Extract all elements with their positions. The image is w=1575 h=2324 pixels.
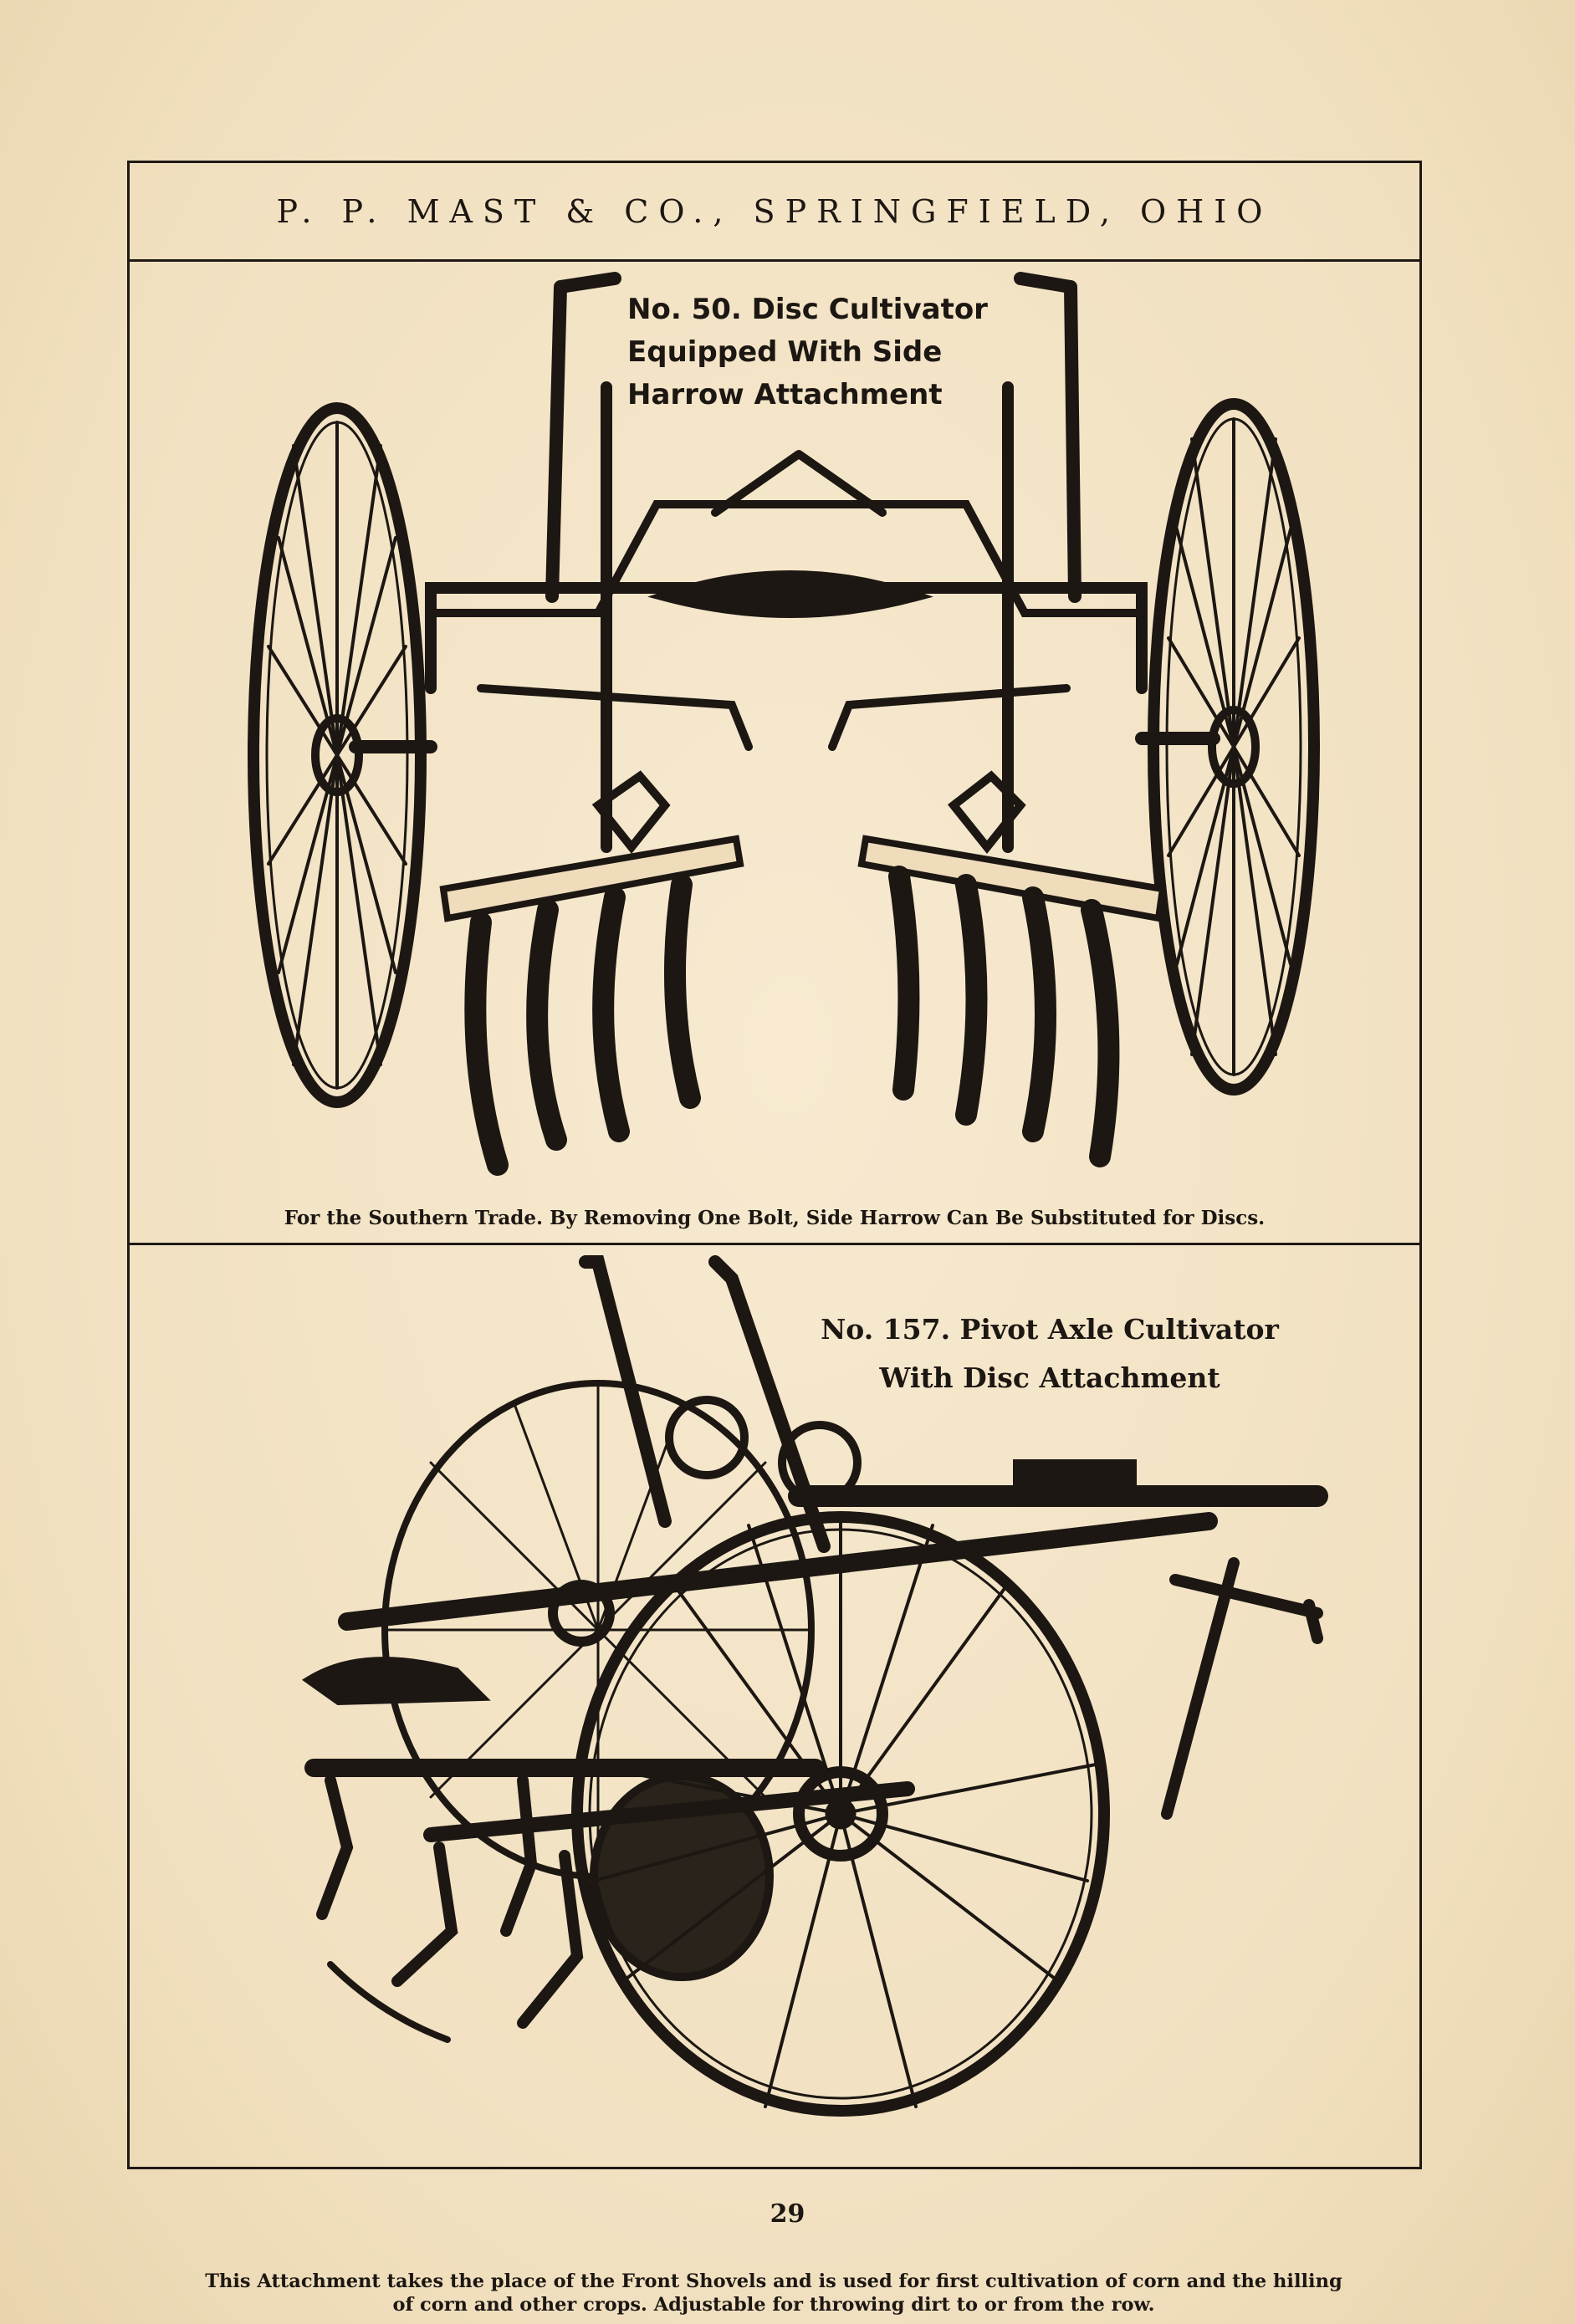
figure1-title-line-1: No. 50. Disc Cultivator	[627, 293, 988, 326]
figure2-caption-line-2: of corn and other crops. Adjustable for throwing dirt to or from the row.	[392, 2294, 1155, 2316]
page-number: 29	[770, 2199, 805, 2229]
figure2-title	[782, 1305, 1317, 1402]
figure-panel-disc-cultivator	[130, 262, 1419, 1245]
figure2-caption	[146, 2270, 1401, 2316]
company-name: P. P. MAST & CO., SPRINGFIELD, OHIO	[276, 192, 1273, 230]
company-header	[130, 163, 1419, 262]
figure1-caption: For the Southern Trade. By Removing One Bolt, Side Harrow Can Be Substituted for Discs.	[284, 1207, 1266, 1229]
figure1-title-line-3: Harrow Attachment	[627, 378, 943, 411]
figure2-title-line-1: No. 157. Pivot Axle Cultivator	[821, 1313, 1279, 1346]
figure2-title-line-2: With Disc Attachment	[879, 1361, 1220, 1394]
figure1-title-line-2: Equipped With Side	[627, 335, 943, 369]
figure2-caption-line-1: This Attachment takes the place of the Front Shovels and is used for first cultivation of corn and the hilling	[205, 2270, 1342, 2292]
figure1-title	[627, 289, 1012, 416]
